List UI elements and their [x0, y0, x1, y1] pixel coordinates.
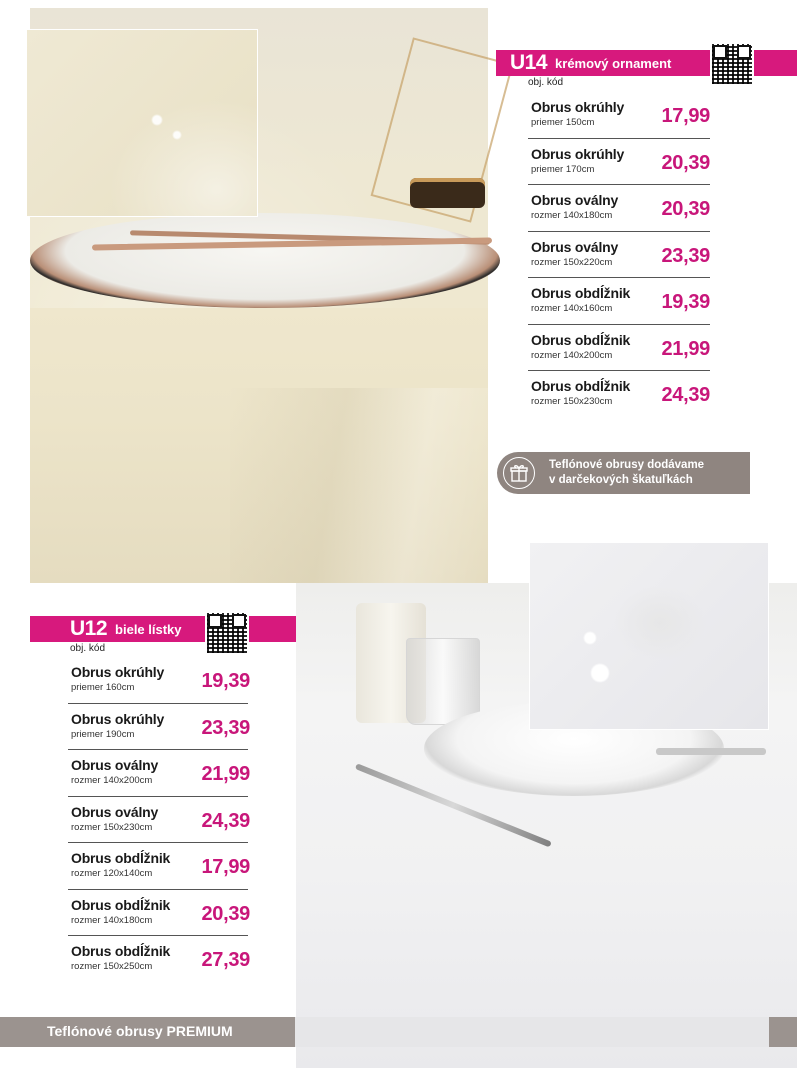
- item-name: Obrus oválny: [71, 803, 159, 820]
- item-size: priemer 150cm: [531, 117, 595, 128]
- item-price: 17,99: [661, 105, 710, 127]
- item-price: 17,99: [201, 856, 250, 878]
- item-price: 27,39: [201, 949, 250, 971]
- item-price: 21,99: [201, 763, 250, 785]
- glass: [406, 638, 480, 725]
- qr-code-icon[interactable]: [710, 42, 754, 86]
- item-price: 20,39: [201, 902, 250, 925]
- list-item: [528, 92, 710, 139]
- item-price: 21,99: [661, 337, 710, 360]
- item-size: priemer 170cm: [531, 163, 595, 175]
- list-item: [528, 232, 710, 279]
- u12-price-list: [68, 657, 248, 983]
- knife: [656, 748, 766, 755]
- footer-photo-strip: [295, 1017, 769, 1047]
- u12-header: [30, 616, 296, 642]
- qr-code-icon[interactable]: [205, 611, 249, 655]
- item-name: Obrus okrúhly: [531, 99, 625, 115]
- list-item: [68, 704, 248, 751]
- item-size: priemer 190cm: [71, 728, 135, 740]
- footer-bar: [0, 1017, 797, 1047]
- list-item: [68, 936, 248, 983]
- list-item: [68, 750, 248, 797]
- plate: [30, 213, 500, 308]
- item-size: rozmer 140x180cm: [531, 210, 613, 221]
- item-name: Obrus oválny: [531, 192, 619, 208]
- item-price: 24,39: [201, 809, 250, 832]
- list-item: [68, 843, 248, 890]
- item-price: 19,39: [661, 291, 710, 313]
- list-item: [528, 371, 710, 418]
- list-item: [528, 139, 710, 186]
- item-name: Obrus obdĺžnik: [531, 331, 631, 348]
- list-item: [68, 890, 248, 937]
- gift-text: [549, 458, 704, 488]
- item-name: Obrus obdĺžnik: [71, 850, 171, 866]
- list-item: [68, 797, 248, 844]
- list-item: [68, 657, 248, 704]
- item-price: 23,39: [661, 244, 710, 267]
- gift-text-line2: v darčekových škatuľkách: [549, 474, 693, 486]
- item-name: Obrus obdĺžnik: [71, 896, 171, 913]
- item-price: 20,39: [661, 198, 710, 220]
- obj-kod-label: obj. kód: [528, 77, 564, 88]
- item-name: Obrus oválny: [71, 757, 159, 773]
- u14-price-list: [528, 92, 710, 418]
- item-size: rozmer 140x160cm: [531, 303, 613, 314]
- item-name: Obrus obdĺžnik: [71, 943, 171, 959]
- gift-text-line1: Teflónové obrusy dodávame: [549, 459, 705, 471]
- tablecloth-fold: [230, 388, 490, 583]
- item-size: rozmer 140x200cm: [531, 349, 613, 361]
- product-code: U12: [70, 617, 108, 640]
- gift-box-badge: [497, 452, 750, 494]
- item-size: rozmer 150x230cm: [71, 821, 153, 833]
- item-size: priemer 160cm: [71, 682, 135, 693]
- item-name: Obrus obdĺžnik: [531, 285, 631, 301]
- gift-icon: [503, 457, 535, 489]
- item-size: rozmer 150x230cm: [531, 396, 613, 407]
- item-name: Obrus okrúhly: [71, 664, 165, 680]
- product-name: krémový ornament: [555, 55, 672, 71]
- item-size: rozmer 150x220cm: [531, 256, 613, 268]
- product-code: U14: [510, 51, 548, 74]
- footer-right-cap: [769, 1017, 797, 1047]
- white-fabric-closeup-photo: [530, 543, 768, 729]
- footer-title: Teflónové obrusy PREMIUM: [47, 1023, 233, 1039]
- item-price: 20,39: [661, 151, 710, 174]
- item-name: Obrus okrúhly: [71, 710, 165, 727]
- obj-kod-label: obj. kód: [70, 643, 106, 654]
- item-price: 24,39: [661, 384, 710, 406]
- cream-fabric-closeup-photo: [27, 30, 257, 216]
- list-item: [528, 185, 710, 232]
- item-size: rozmer 120x140cm: [71, 868, 153, 879]
- item-price: 23,39: [201, 716, 250, 739]
- list-item: [528, 325, 710, 372]
- item-price: 19,39: [201, 670, 250, 692]
- item-size: rozmer 140x180cm: [71, 914, 153, 926]
- product-name: biele lístky: [115, 621, 182, 637]
- item-name: Obrus okrúhly: [531, 145, 625, 162]
- item-name: Obrus obdĺžnik: [531, 378, 631, 394]
- item-size: rozmer 140x200cm: [71, 775, 153, 786]
- candle-holder: [410, 178, 485, 208]
- list-item: [528, 278, 710, 325]
- item-size: rozmer 150x250cm: [71, 961, 153, 972]
- item-name: Obrus oválny: [531, 238, 619, 255]
- header-accent: [768, 50, 797, 76]
